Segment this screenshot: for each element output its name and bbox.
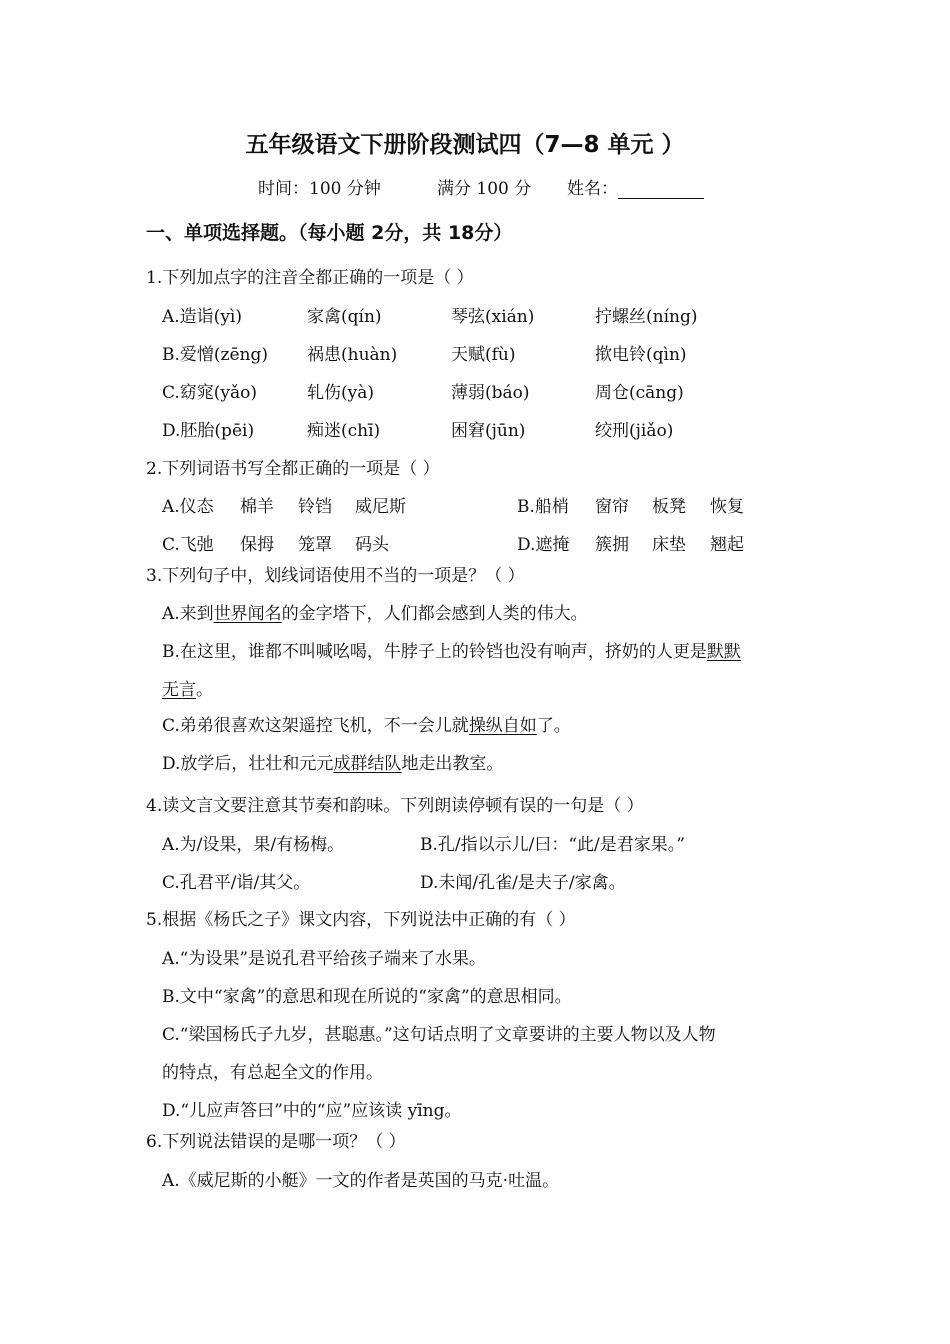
question-4-stem: 4.读文言文要注意其节奏和韵味。下列朗读停顿有误的一句是（ ） <box>146 796 644 816</box>
q2-b-3: 板凳 <box>652 497 686 517</box>
q1-c-3: 薄弱(báo) <box>451 383 530 403</box>
q5-option-d: D.“儿应声答曰”中的“应”应该读 yīng。 <box>162 1101 462 1121</box>
q1-b-4: 揿电铃(qìn) <box>595 345 687 365</box>
question-6-stem: 6.下列说法错误的是哪一项？（ ） <box>146 1132 406 1152</box>
name-label: 姓名： <box>567 179 618 199</box>
question-2-stem: 2.下列词语书写全都正确的一项是（ ） <box>146 459 440 479</box>
q4-option-a: A.为/设果，果/有杨梅。 <box>162 835 345 855</box>
q3-a-prefix: A.来到 <box>162 604 214 624</box>
q2-b-1: B.船梢 <box>517 497 569 517</box>
q2-a-3: 铃铛 <box>298 497 332 517</box>
q3-c-underlined: 操纵自如 <box>468 716 537 736</box>
q1-a-2: 家禽(qín) <box>307 307 382 327</box>
q1-a-4: 拧螺丝(níng) <box>595 307 698 327</box>
q3-option-a <box>162 599 588 624</box>
q3-a-underlined: 世界闻名 <box>213 604 282 624</box>
q1-d-4: 绞刑(jiǎo) <box>595 421 674 441</box>
q1-d-1: D.胚胎(pēi) <box>162 421 255 441</box>
question-1-stem: 1.下列加点字的注音全都正确的一项是（ ） <box>146 268 474 288</box>
q1-c-1: C.窈窕(yǎo) <box>162 383 258 403</box>
q3-d-suffix: 地走出教室。 <box>401 754 504 774</box>
q1-b-1: B.爱憎(zēng) <box>162 345 269 365</box>
q6-option-a: A.《威尼斯的小艇》一文的作者是英国的马克·吐温。 <box>162 1171 560 1191</box>
q1-d-2: 痴迷(chī) <box>307 421 381 441</box>
q2-c-1: C.飞弛 <box>162 535 214 555</box>
q3-b-prefix: B.在这里，谁都不叫喊吆喝，牛脖子上的铃铛也没有响声，挤奶的人更是 <box>162 642 707 662</box>
question-5-stem: 5.根据《杨氏之子》课文内容，下列说法中正确的有（ ） <box>146 910 576 930</box>
q2-d-3: 床垫 <box>652 535 686 555</box>
q3-option-d <box>162 749 503 774</box>
q4-option-d: D.未闻/孔雀/是夫子/家禽。 <box>420 873 626 893</box>
q3-b-underlined-1: 默默 <box>706 642 741 662</box>
q3-a-suffix: 的金字塔下，人们都会感到人类的伟大。 <box>281 604 588 624</box>
q1-d-3: 困窘(jūn) <box>451 421 526 441</box>
q4-option-b: B.孔/指以示儿/曰：“此/是君家果。” <box>420 835 685 855</box>
full-score: 满分 100 分 <box>437 179 532 199</box>
q5-option-b: B.文中“家禽”的意思和现在所说的“家禽”的意思相同。 <box>162 987 572 1007</box>
q3-d-prefix: D.放学后，壮壮和元元 <box>162 754 334 774</box>
q1-a-3: 琴弦(xián) <box>451 307 535 327</box>
q3-option-b-line1 <box>162 637 741 662</box>
question-3-stem: 3.下列句子中，划线词语使用不当的一项是？（ ） <box>146 566 525 586</box>
name-blank[interactable] <box>618 180 704 199</box>
section-heading: 一、单项选择题。（每小题 2分，共 18分） <box>146 222 513 244</box>
q2-a-2: 棉羊 <box>240 497 274 517</box>
page-title: 五年级语文下册阶段测试四（7—8 单元 ） <box>245 132 685 158</box>
q2-b-4: 恢复 <box>710 497 744 517</box>
q1-b-3: 天赋(fù) <box>451 345 516 365</box>
q1-b-2: 祸患(huàn) <box>307 345 398 365</box>
q3-c-suffix: 了。 <box>536 716 571 736</box>
exam-time: 时间：100 分钟 <box>258 179 381 199</box>
q2-a-1: A.仪态 <box>162 497 214 517</box>
q2-a-4: 威尼斯 <box>355 497 406 517</box>
q1-c-2: 轧伤(yà) <box>307 383 375 403</box>
q3-c-prefix: C.弟弟很喜欢这架遥控飞机，不一会儿就 <box>162 716 469 736</box>
q3-option-c <box>162 711 571 736</box>
q3-option-b-line2 <box>162 675 213 700</box>
q2-c-3: 笼罩 <box>298 535 332 555</box>
q1-a-1: A.造诣(yì) <box>162 307 242 327</box>
name-field <box>567 174 704 199</box>
q3-b-suffix: 。 <box>196 680 213 700</box>
q2-d-1: D.遮掩 <box>517 535 570 555</box>
q2-d-4: 翘起 <box>710 535 744 555</box>
q1-c-4: 周仓(cāng) <box>595 383 684 403</box>
q5-option-c-line1: C.“梁国杨氏子九岁，甚聪惠。”这句话点明了文章要讲的主要人物以及人物 <box>162 1025 716 1045</box>
q3-b-underlined-2: 无言 <box>162 680 196 700</box>
q3-d-underlined: 成群结队 <box>333 754 402 774</box>
q5-option-c-line2: 的特点，有总起全文的作用。 <box>162 1063 383 1083</box>
q2-b-2: 窗帘 <box>595 497 629 517</box>
q2-c-2: 保拇 <box>240 535 274 555</box>
q2-d-2: 簇拥 <box>595 535 629 555</box>
q4-option-c: C.孔君平/诣/其父。 <box>162 873 311 893</box>
q5-option-a: A.“为设果”是说孔君平给孩子端来了水果。 <box>162 949 487 969</box>
q2-c-4: 码头 <box>355 535 389 555</box>
